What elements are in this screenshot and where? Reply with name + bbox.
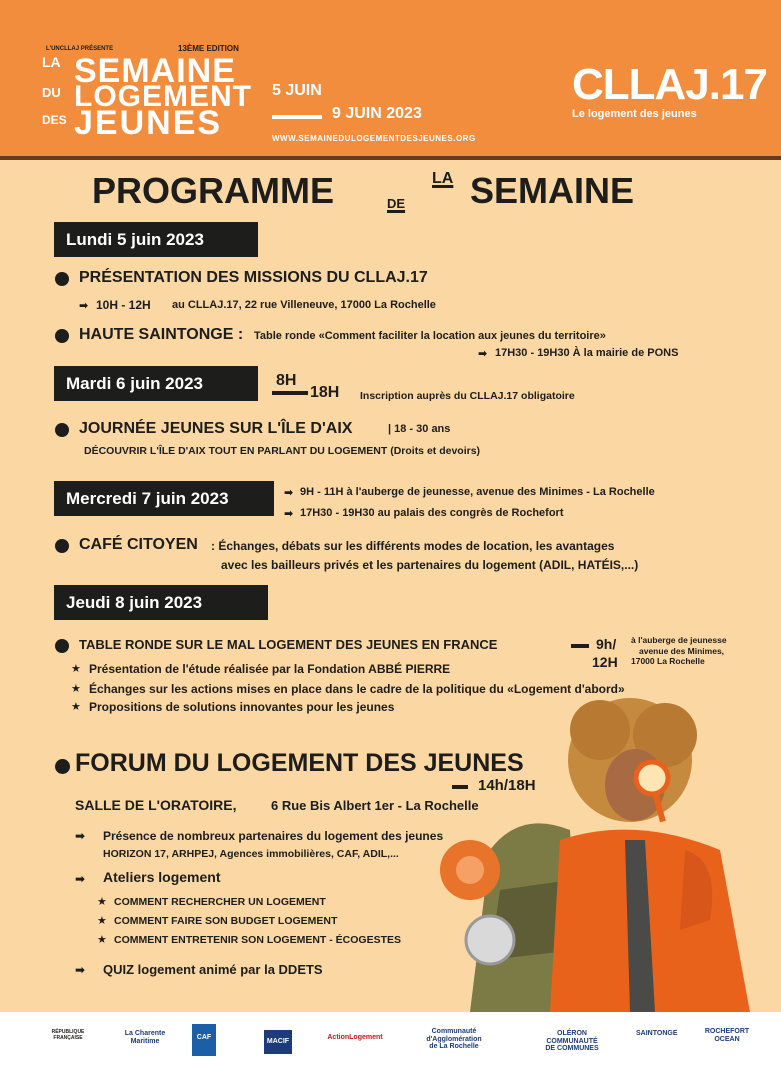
star-icon: ★: [97, 934, 107, 946]
cllaj-tagline: Le logement des jeunes: [572, 108, 697, 120]
forum-item2: Ateliers logement: [103, 869, 221, 885]
thursday-time-end: 12H: [592, 654, 618, 670]
logo-agglo-la-rochelle: Communauté d'Agglomération de La Rochelle: [426, 1028, 482, 1051]
tuesday-time-start: 8H: [276, 372, 297, 389]
title-semaine: SEMAINE: [74, 52, 236, 90]
monday-event1-time: 10H - 12H: [96, 298, 151, 312]
day-monday: Lundi 5 juin 2023: [54, 222, 258, 257]
bullet: [55, 759, 70, 774]
day-tuesday: Mardi 6 juin 2023: [54, 366, 258, 401]
tuesday-event-desc: DÉCOUVRIR L'ÎLE D'AIX TOUT EN PARLANT DU LOGEMENT (Droits et devoirs): [84, 445, 481, 457]
arrow-right-icon: ➡: [75, 963, 86, 977]
bullet: [55, 272, 69, 286]
program-title-de: DE: [387, 196, 406, 211]
monday-event2-time: 17H30 - 19H30 À la mairie de PONS: [495, 347, 679, 359]
thursday-place: [631, 635, 727, 667]
logo-caf: CAF: [192, 1024, 216, 1056]
forum-item3: QUIZ logement animé par la DDETS: [103, 962, 323, 977]
wednesday-slot2: 17H30 - 19H30 au palais des congrès de Rochefort: [300, 507, 564, 519]
arrow-right-icon: ➡: [478, 348, 488, 360]
thursday-item-2: Échanges sur les actions mises en place dans le cadre de la politique du «Logement d'abord»: [89, 682, 625, 696]
title-jeunes: JEUNES: [74, 104, 223, 142]
program-title-programme: PROGRAMME: [92, 170, 334, 211]
tuesday-event-ages: | 18 - 30 ans: [388, 423, 451, 435]
thursday-event-title: TABLE RONDE SUR LE MAL LOGEMENT DES JEUNES EN FRANCE: [79, 637, 498, 652]
cllaj-logo: CLLAJ.17: [572, 60, 767, 109]
tuesday-time-end: 18H: [310, 384, 340, 401]
presents-label: L'UNCLLAJ PRÉSENTE: [46, 46, 114, 52]
forum-time: 14h/18H: [478, 777, 536, 794]
thursday-time-start: 9h/: [596, 636, 617, 652]
arrow-right-icon: ➡: [75, 829, 86, 843]
thursday-item-3: Propositions de solutions innovantes pour les jeunes: [89, 700, 395, 714]
wednesday-event-desc2: avec les bailleurs privés et les partenaires du logement (ADIL, HATÉIS,...): [221, 558, 639, 572]
thursday-place3: 17000 La Rochelle: [631, 656, 705, 667]
star-icon: ★: [71, 663, 81, 675]
tuesday-ages-text: 18 - 30 ans: [394, 423, 451, 435]
star-icon: ★: [97, 915, 107, 927]
website-label: WWW.SEMAINEDULOGEMENTDESJEUNES.ORG: [272, 134, 476, 143]
forum-item1-detail: HORIZON 17, ARHPEJ, Agences immobilières, CAF, ADIL,...: [103, 848, 399, 860]
monday-event2-desc: Table ronde «Comment faciliter la location aux jeunes du territoire»: [254, 330, 606, 342]
footer-partners: [0, 1012, 781, 1080]
star-icon: ★: [71, 701, 81, 713]
thursday-item-1: Présentation de l'étude réalisée par la Fondation ABBÉ PIERRE: [89, 662, 451, 676]
bullet: [55, 639, 69, 653]
logo-saintonge: SAINTONGE: [636, 1030, 678, 1037]
forum-item1: Présence de nombreux partenaires du logement des jeunes: [103, 829, 444, 843]
title-du: DU: [42, 85, 61, 100]
title-la: LA: [42, 54, 61, 70]
date-start: 5 JUIN: [272, 82, 322, 99]
star-icon: ★: [71, 683, 81, 695]
header-divider: [0, 156, 781, 160]
date-end: 9 JUIN 2023: [332, 105, 422, 122]
program-title-semaine: SEMAINE: [470, 170, 635, 211]
arrow-right-icon: ➡: [79, 300, 89, 312]
title-logement: LOGEMENT: [74, 80, 252, 113]
wednesday-event-desc1: : Échanges, débats sur les différents modes de location, les avantages: [211, 539, 615, 553]
arrow-right-icon: ➡: [284, 508, 294, 520]
forum-workshop-2: COMMENT FAIRE SON BUDGET LOGEMENT: [114, 915, 338, 927]
time-dash: [272, 391, 308, 395]
forum-title: FORUM DU LOGEMENT DES JEUNES: [75, 749, 524, 777]
arrow-right-icon: ➡: [284, 487, 294, 499]
logo-action-logement: ActionLogement: [327, 1034, 383, 1041]
date-dash: [272, 115, 322, 119]
monday-event1-place: au CLLAJ.17, 22 rue Villeneuve, 17000 La Rochelle: [172, 299, 436, 311]
time-dash: [571, 644, 589, 648]
logo-charente-maritime: La Charente Maritime: [124, 1030, 166, 1045]
arrow-right-icon: ➡: [75, 872, 86, 886]
young-person-illustration: [430, 690, 781, 1012]
thursday-place1: à l'auberge de jeunesse: [631, 635, 727, 645]
logo-oleron: OLÉRON COMMUNAUTÉ DE COMMUNES: [545, 1030, 599, 1053]
forum-place-address: 6 Rue Bis Albert 1er - La Rochelle: [271, 798, 479, 813]
bullet: [55, 539, 69, 553]
bullet: [55, 423, 69, 437]
forum-workshop-3: COMMENT ENTRETENIR SON LOGEMENT - ÉCOGESTES: [114, 934, 402, 946]
program-title-la: LA: [432, 170, 454, 187]
day-thursday: Jeudi 8 juin 2023: [54, 585, 268, 620]
bullet: [55, 329, 69, 343]
thursday-place2: avenue des Minimes,: [639, 645, 725, 656]
day-wednesday: Mercredi 7 juin 2023: [54, 481, 274, 516]
logo-republique: RÉPUBLIQUE FRANÇAISE: [51, 1029, 85, 1041]
logo-rochefort-ocean: ROCHEFORT OCEAN: [704, 1028, 750, 1043]
wednesday-slot1: 9H - 11H à l'auberge de jeunesse, avenue des Minimes - La Rochelle: [300, 486, 655, 498]
logo-macif: MACIF: [264, 1030, 292, 1054]
title-des: DES: [42, 113, 67, 127]
edition-label: 13ÈME EDITION: [178, 44, 239, 53]
monday-event1-title: PRÉSENTATION DES MISSIONS DU CLLAJ.17: [79, 269, 428, 286]
monday-event2-title: HAUTE SAINTONGE :: [79, 326, 244, 343]
star-icon: ★: [97, 896, 107, 908]
forum-workshop-1: COMMENT RECHERCHER UN LOGEMENT: [114, 896, 326, 908]
forum-place-name: SALLE DE L'ORATOIRE,: [75, 797, 237, 813]
tuesday-note: Inscription auprès du CLLAJ.17 obligatoire: [360, 390, 575, 402]
wednesday-event-title: CAFÉ CITOYEN: [79, 536, 198, 553]
tuesday-event-title: JOURNÉE JEUNES SUR L'ÎLE D'AIX: [79, 420, 353, 437]
time-dash: [452, 785, 468, 789]
